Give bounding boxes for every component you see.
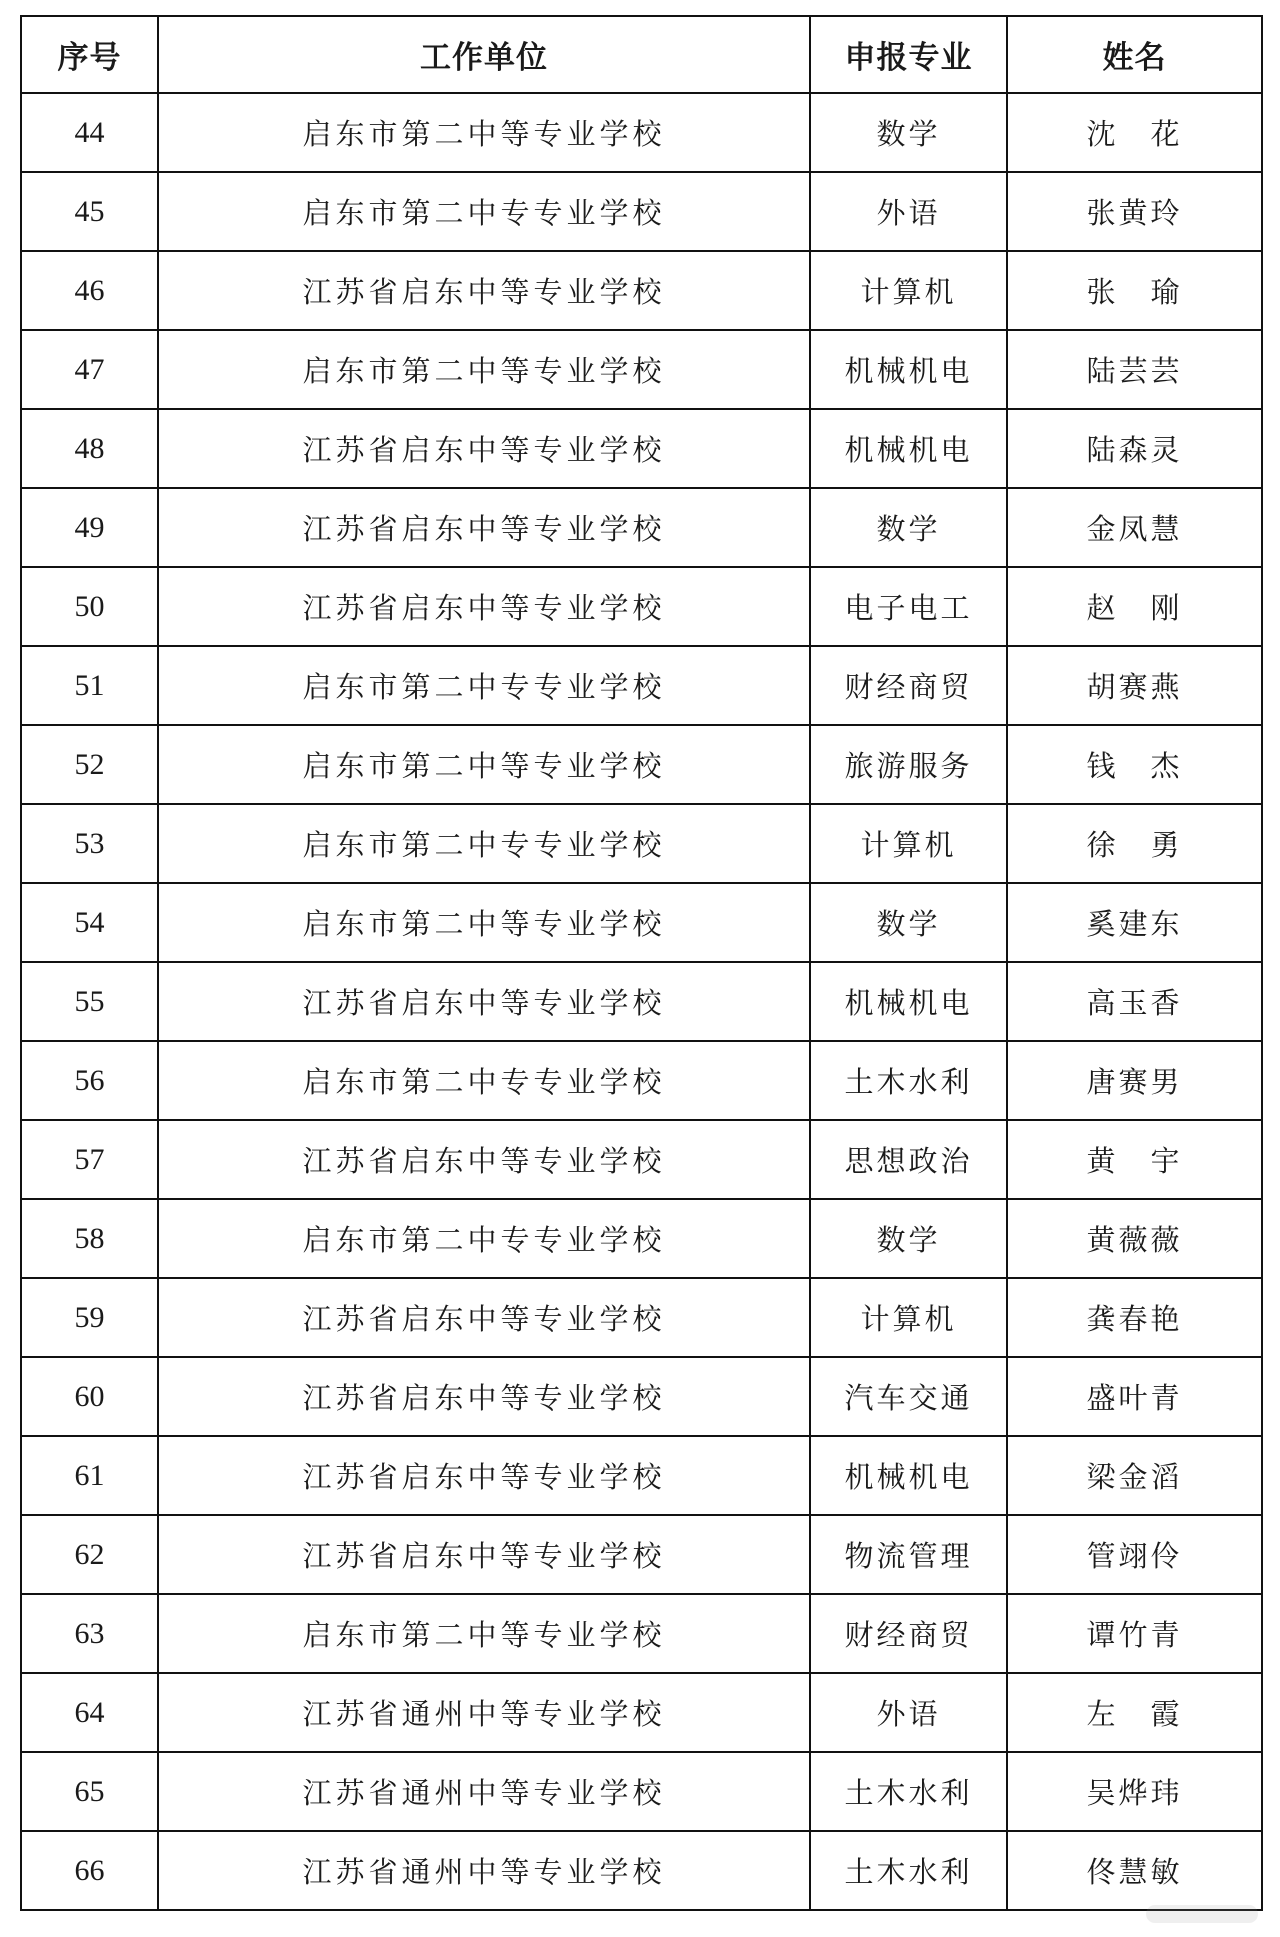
table-row <box>21 1515 1262 1594</box>
cell-work-unit: 启东市第二中等专业学校 <box>158 725 810 804</box>
cell-serial-number: 64 <box>21 1673 158 1752</box>
table-row <box>21 1831 1262 1910</box>
cell-work-unit: 启东市第二中专专业学校 <box>158 1041 810 1120</box>
cell-serial-number: 61 <box>21 1436 158 1515</box>
table-header <box>21 16 1262 93</box>
cell-name: 谭竹青 <box>1007 1594 1262 1673</box>
cell-serial-number: 54 <box>21 883 158 962</box>
cell-serial-number: 55 <box>21 962 158 1041</box>
cell-work-unit: 江苏省启东中等专业学校 <box>158 488 810 567</box>
cell-serial-number: 44 <box>21 93 158 172</box>
cell-declared-major: 电子电工 <box>810 567 1007 646</box>
cell-declared-major: 外语 <box>810 1673 1007 1752</box>
cell-serial-number: 58 <box>21 1199 158 1278</box>
cell-declared-major: 数学 <box>810 883 1007 962</box>
cell-declared-major: 数学 <box>810 93 1007 172</box>
cell-name: 陆森灵 <box>1007 409 1262 488</box>
table-row <box>21 488 1262 567</box>
cell-work-unit: 江苏省启东中等专业学校 <box>158 409 810 488</box>
table-row <box>21 646 1262 725</box>
cell-name: 钱 杰 <box>1007 725 1262 804</box>
cell-serial-number: 46 <box>21 251 158 330</box>
cell-declared-major: 财经商贸 <box>810 646 1007 725</box>
cell-name: 金凤慧 <box>1007 488 1262 567</box>
cell-serial-number: 65 <box>21 1752 158 1831</box>
cell-work-unit: 江苏省启东中等专业学校 <box>158 567 810 646</box>
cell-name: 佟慧敏 <box>1007 1831 1262 1910</box>
cell-name: 陆芸芸 <box>1007 330 1262 409</box>
cell-declared-major: 计算机 <box>810 804 1007 883</box>
cell-declared-major: 机械机电 <box>810 409 1007 488</box>
cell-name: 黄薇薇 <box>1007 1199 1262 1278</box>
cell-work-unit: 江苏省启东中等专业学校 <box>158 1120 810 1199</box>
cell-serial-number: 53 <box>21 804 158 883</box>
cell-work-unit: 江苏省通州中等专业学校 <box>158 1831 810 1910</box>
table-row <box>21 962 1262 1041</box>
cell-name: 张 瑜 <box>1007 251 1262 330</box>
cell-serial-number: 51 <box>21 646 158 725</box>
cell-serial-number: 45 <box>21 172 158 251</box>
cell-serial-number: 49 <box>21 488 158 567</box>
cell-work-unit: 江苏省通州中等专业学校 <box>158 1752 810 1831</box>
cell-serial-number: 52 <box>21 725 158 804</box>
cell-declared-major: 旅游服务 <box>810 725 1007 804</box>
cell-work-unit: 启东市第二中等专业学校 <box>158 883 810 962</box>
cell-work-unit: 启东市第二中等专业学校 <box>158 330 810 409</box>
cell-serial-number: 48 <box>21 409 158 488</box>
cell-declared-major: 外语 <box>810 172 1007 251</box>
cell-name: 龚春艳 <box>1007 1278 1262 1357</box>
table-row <box>21 1357 1262 1436</box>
cell-name: 沈 花 <box>1007 93 1262 172</box>
staff-list-table-container <box>20 15 1261 1911</box>
cell-serial-number: 62 <box>21 1515 158 1594</box>
cell-work-unit: 启东市第二中等专业学校 <box>158 1594 810 1673</box>
cell-declared-major: 物流管理 <box>810 1515 1007 1594</box>
cell-serial-number: 63 <box>21 1594 158 1673</box>
table-row <box>21 567 1262 646</box>
table-row <box>21 1673 1262 1752</box>
cell-name: 黄 宇 <box>1007 1120 1262 1199</box>
cell-declared-major: 汽车交通 <box>810 1357 1007 1436</box>
cell-declared-major: 计算机 <box>810 251 1007 330</box>
table-row <box>21 1120 1262 1199</box>
cell-name: 唐赛男 <box>1007 1041 1262 1120</box>
cell-name: 梁金滔 <box>1007 1436 1262 1515</box>
cell-declared-major: 机械机电 <box>810 1436 1007 1515</box>
header-name: 姓名 <box>1007 16 1262 93</box>
cell-work-unit: 江苏省通州中等专业学校 <box>158 1673 810 1752</box>
table-row <box>21 1752 1262 1831</box>
cell-work-unit: 江苏省启东中等专业学校 <box>158 1436 810 1515</box>
cell-work-unit: 启东市第二中专专业学校 <box>158 804 810 883</box>
table-row <box>21 883 1262 962</box>
cell-declared-major: 机械机电 <box>810 330 1007 409</box>
cell-declared-major: 数学 <box>810 488 1007 567</box>
cell-name: 吴烨玮 <box>1007 1752 1262 1831</box>
cell-serial-number: 56 <box>21 1041 158 1120</box>
cell-serial-number: 57 <box>21 1120 158 1199</box>
table-row <box>21 1436 1262 1515</box>
cell-work-unit: 启东市第二中专专业学校 <box>158 1199 810 1278</box>
cell-work-unit: 江苏省启东中等专业学校 <box>158 251 810 330</box>
cell-serial-number: 50 <box>21 567 158 646</box>
cell-declared-major: 思想政治 <box>810 1120 1007 1199</box>
cell-declared-major: 机械机电 <box>810 962 1007 1041</box>
table-row <box>21 725 1262 804</box>
cell-declared-major: 计算机 <box>810 1278 1007 1357</box>
table-row <box>21 251 1262 330</box>
table-row <box>21 172 1262 251</box>
table-row <box>21 93 1262 172</box>
cell-work-unit: 江苏省启东中等专业学校 <box>158 1515 810 1594</box>
cell-name: 左 霞 <box>1007 1673 1262 1752</box>
cell-work-unit: 江苏省启东中等专业学校 <box>158 1278 810 1357</box>
table-row <box>21 1278 1262 1357</box>
header-work-unit: 工作单位 <box>158 16 810 93</box>
cell-name: 奚建东 <box>1007 883 1262 962</box>
cell-name: 盛叶青 <box>1007 1357 1262 1436</box>
header-serial-number: 序号 <box>21 16 158 93</box>
header-declared-major: 申报专业 <box>810 16 1007 93</box>
cell-name: 胡赛燕 <box>1007 646 1262 725</box>
cell-work-unit: 江苏省启东中等专业学校 <box>158 1357 810 1436</box>
table-row <box>21 330 1262 409</box>
table-body <box>21 93 1262 1910</box>
table-row <box>21 1041 1262 1120</box>
cell-declared-major: 土木水利 <box>810 1752 1007 1831</box>
cell-declared-major: 土木水利 <box>810 1831 1007 1910</box>
table-row <box>21 1594 1262 1673</box>
table-row <box>21 1199 1262 1278</box>
cell-serial-number: 60 <box>21 1357 158 1436</box>
cell-name: 管翊伶 <box>1007 1515 1262 1594</box>
table-row <box>21 804 1262 883</box>
cell-declared-major: 土木水利 <box>810 1041 1007 1120</box>
cell-work-unit: 启东市第二中专专业学校 <box>158 646 810 725</box>
cell-work-unit: 江苏省启东中等专业学校 <box>158 962 810 1041</box>
header-row <box>21 16 1262 93</box>
cell-work-unit: 启东市第二中专专业学校 <box>158 172 810 251</box>
staff-list-table <box>20 15 1263 1911</box>
cell-serial-number: 47 <box>21 330 158 409</box>
table-row <box>21 409 1262 488</box>
cell-name: 赵 刚 <box>1007 567 1262 646</box>
cell-name: 徐 勇 <box>1007 804 1262 883</box>
cell-declared-major: 数学 <box>810 1199 1007 1278</box>
cell-serial-number: 59 <box>21 1278 158 1357</box>
cell-name: 高玉香 <box>1007 962 1262 1041</box>
cell-work-unit: 启东市第二中等专业学校 <box>158 93 810 172</box>
cell-serial-number: 66 <box>21 1831 158 1910</box>
cell-declared-major: 财经商贸 <box>810 1594 1007 1673</box>
cell-name: 张黄玲 <box>1007 172 1262 251</box>
